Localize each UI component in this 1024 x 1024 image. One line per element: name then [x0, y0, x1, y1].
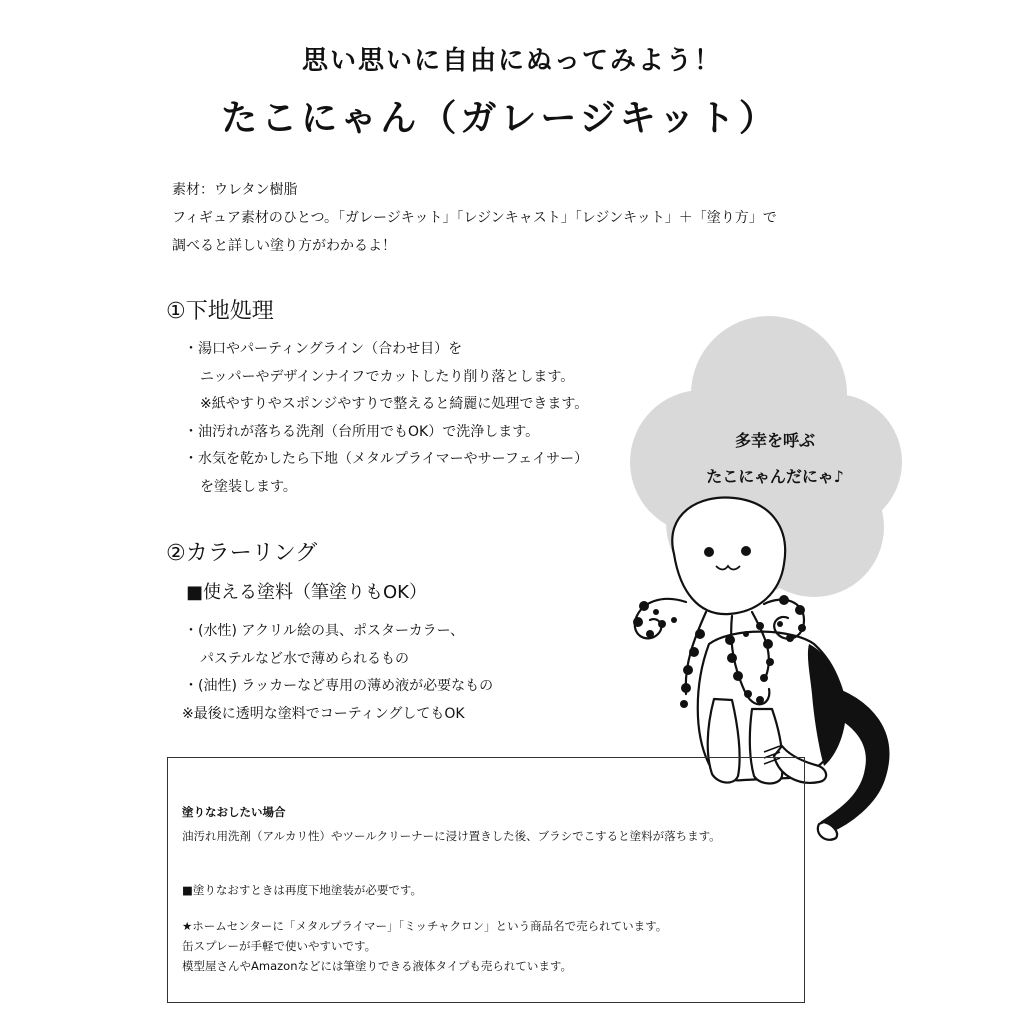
repaint-note-where-to-buy	[182, 916, 667, 976]
list-item: を塗装します。	[200, 478, 297, 495]
page-subtitle: 思い思いに自由にぬってみよう！	[301, 46, 722, 76]
repaint-note-text: 油汚れ用洗剤（アルカリ性）やツールクリーナーに浸け置きした後、ブラシでこすると塗料が落ちます。	[182, 829, 721, 843]
paint-types-heading: ■使える塗料（筆塗りもOK）	[186, 582, 427, 603]
list-item: ・(油性) ラッカーなど専用の薄め液が必要なもの	[184, 678, 494, 694]
note-line: ★ホームセンターに「メタルプライマー」「ミッチャクロン」という商品名で売られています。	[182, 919, 668, 933]
intro-text	[172, 176, 777, 260]
list-item: ニッパーやデザインナイフでカットしたり削り落とします。	[200, 368, 575, 385]
note-line: 模型屋さんやAmazonなどには筆塗りできる液体タイプも売られています。	[182, 959, 572, 973]
intro-material: 素材：ウレタン樹脂	[172, 182, 298, 198]
list-item: ※紙やすりやスポンジやすりで整えると綺麗に処理できます。	[200, 396, 589, 412]
bubble-line-2: たこにゃんだにゃ♪	[706, 467, 844, 486]
list-item: ・水気を乾かしたら下地（メタルプライマーやサーフェイサー）	[184, 451, 589, 467]
intro-description-cont: 調べると詳しい塗り方がわかるよ！	[172, 238, 396, 254]
paint-types-list	[184, 618, 493, 728]
base-coat-list	[184, 336, 588, 501]
list-item: ・湯口やパーティングライン（合わせ目）を	[184, 341, 463, 357]
list-item: ・(水性) アクリル絵の具、ポスターカラー、	[184, 623, 465, 639]
section-heading-base-coat: ①下地処理	[166, 299, 274, 324]
repaint-note-base-coat: ■塗りなおすときは再度下地塗装が必要です。	[182, 883, 422, 897]
section-heading-coloring: ②カラーリング	[166, 541, 318, 566]
list-item: ・油汚れが落ちる洗剤（台所用でもOK）で洗浄します。	[184, 423, 540, 440]
list-note: ※最後に透明な塗料でコーティングしてもOK	[182, 705, 465, 722]
bubble-line-1: 多幸を呼ぶ	[734, 431, 815, 450]
repaint-note-heading: 塗りなおしたい場合	[182, 805, 286, 819]
page-title: たこにゃん（ガレージキット）	[221, 98, 779, 139]
note-line: 缶スプレーが手軽で使いやすいです。	[182, 939, 377, 953]
list-item: パステルなど水で薄められるもの	[200, 650, 410, 667]
intro-description: フィギュア素材のひとつ。「ガレージキット」「レジンキャスト」「レジンキット」＋「塗り方」で	[172, 210, 777, 226]
